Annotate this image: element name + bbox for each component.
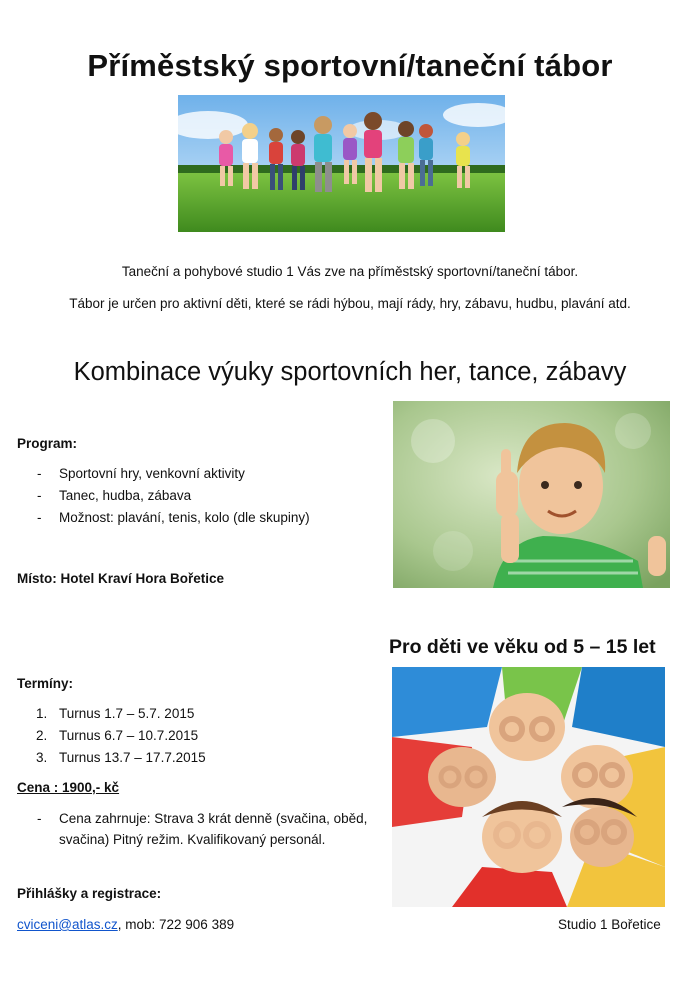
price-details-list xyxy=(17,808,377,850)
price-label: Cena : 1900,- kč xyxy=(17,780,120,795)
list-item: 3. Turnus 13.7 – 17.7.2015 xyxy=(36,750,206,765)
subtitle-heading: Kombinace výuky sportovních her, tance, zábavy xyxy=(73,358,627,386)
list-item: - Sportovní hry, venkovní aktivity xyxy=(17,463,310,485)
program-label: Program: xyxy=(17,436,78,451)
bullet-dash: - xyxy=(37,510,42,525)
bullet-dash: - xyxy=(37,811,42,826)
program-list xyxy=(17,463,310,529)
list-item: 1. Turnus 1.7 – 5.7. 2015 xyxy=(36,706,195,721)
email-link[interactable]: cviceni@atlas.cz xyxy=(17,917,118,932)
phone-text: , mob: 722 906 389 xyxy=(117,917,235,932)
page-title: Příměstský sportovní/taneční tábor xyxy=(87,48,613,83)
kids-circle-photo xyxy=(392,667,665,907)
bullet-dash: - xyxy=(37,488,42,503)
terms-label: Termíny: xyxy=(17,676,74,691)
list-item: - Tanec, hudba, zábava xyxy=(17,485,310,507)
studio-signature: Studio 1 Bořetice xyxy=(558,917,661,932)
list-item: 2. Turnus 6.7 – 10.7.2015 xyxy=(36,728,199,743)
boy-thumbs-up-photo xyxy=(393,401,670,588)
bullet-dash: - xyxy=(37,466,42,481)
intro-line-1: Taneční a pohybové studio 1 Vás zve na příměstský sportovní/taneční tábor. xyxy=(121,264,579,279)
registration-label: Přihlášky a registrace: xyxy=(17,886,162,901)
list-item: - Možnost: plavání, tenis, kolo (dle skupiny) xyxy=(17,507,310,529)
location-text: Místo: Hotel Kraví Hora Bořetice xyxy=(17,571,225,586)
contact-line xyxy=(17,917,234,932)
intro-line-2: Tábor je určen pro aktivní děti, které se rádi hýbou, mají rády, hry, zábavu, hudbu, plavání atd. xyxy=(69,296,631,311)
terms-list xyxy=(17,703,206,769)
children-running-photo xyxy=(178,95,505,232)
age-heading: Pro děti ve věku od 5 – 15 let xyxy=(389,636,656,658)
list-item: - Cena zahrnuje: Strava 3 krát denně (svačina, oběd, svačina) Pitný režim. Kvalifikovaný personál. xyxy=(17,808,377,850)
